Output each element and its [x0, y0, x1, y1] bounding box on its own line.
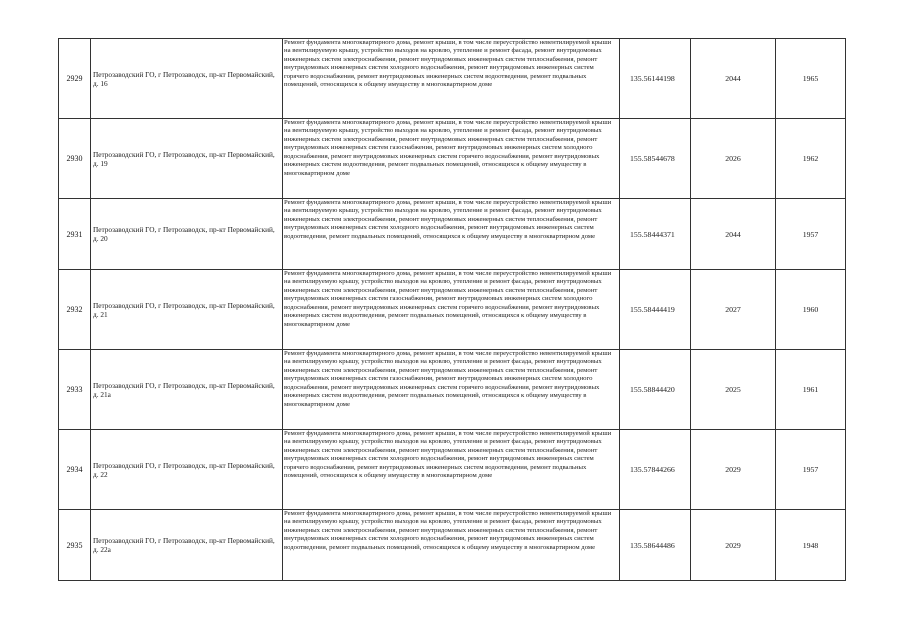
- cadastral-cell: 135.56144198: [620, 39, 691, 119]
- works-cell: [283, 270, 620, 350]
- planned-year-cell: 2044: [691, 39, 776, 119]
- built-year-cell: 1960: [776, 270, 846, 350]
- works-text: Ремонт фундамента многоквартирного дома, ремонт крыши, в том числе переустройство невентилируемой крыши на вентилируемую крышу, устройство выходов на кровлю, утепление и ремонт фасада, ремонт внутридомовых инженерных систем электроснабжения, ремонт внутридомовых инженерных систем теплоснабжения, ремонт внутридомовых инженерных систем холодного водоснабжения, ремонт внутридомовых инженерных систем горячего водоснабжения, ремонт внутридомовых инженерных систем водоотведения, ремонт подвальных помещений, относящихся к общему имуществу в многоквартирном доме: [284, 39, 612, 89]
- planned-year-cell: 2026: [691, 119, 776, 199]
- table-row: [59, 199, 846, 270]
- row-number: 2935: [59, 510, 91, 581]
- row-number: 2932: [59, 270, 91, 350]
- address-cell: Петрозаводский ГО, г Петрозаводск, пр-кт Первомайский, д. 21а: [91, 350, 283, 430]
- works-text: Ремонт фундамента многоквартирного дома, ремонт крыши, в том числе переустройство невентилируемой крыши на вентилируемую крышу, устройство выходов на кровлю, утепление и ремонт фасада, ремонт внутридомовых инженерных систем электроснабжения, ремонт внутридомовых инженерных систем теплоснабжения, ремонт внутридомовых инженерных систем холодного водоснабжения, ремонт внутридомовых инженерных систем горячего водоснабжения, ремонт внутридомовых инженерных систем водоотведения, ремонт подвальных помещений, относящихся к общему имуществу в многоквартирном доме: [284, 430, 612, 480]
- built-year-cell: 1957: [776, 199, 846, 270]
- cadastral-cell: 135.58644486: [620, 510, 691, 581]
- row-number: 2931: [59, 199, 91, 270]
- address-cell: Петрозаводский ГО, г Петрозаводск, пр-кт Первомайский, д. 22: [91, 430, 283, 510]
- built-year-cell: 1962: [776, 119, 846, 199]
- works-text: Ремонт фундамента многоквартирного дома, ремонт крыши, в том числе переустройство невентилируемой крыши на вентилируемую крышу, устройство выходов на кровлю, утепление и ремонт фасада, ремонт внутридомовых инженерных систем электроснабжения, ремонт внутридомовых инженерных систем теплоснабжения, ремонт внутридомовых инженерных систем холодного водоснабжения, ремонт внутридомовых инженерных систем водоотведения, ремонт подвальных помещений, относящихся к общему имуществу в многоквартирном доме: [284, 199, 612, 240]
- address-cell: Петрозаводский ГО, г Петрозаводск, пр-кт Первомайский, д. 20: [91, 199, 283, 270]
- works-text: Ремонт фундамента многоквартирного дома, ремонт крыши, в том числе переустройство невентилируемой крыши на вентилируемую крышу, устройство выходов на кровлю, утепление и ремонт фасада, ремонт внутридомовых инженерных систем электроснабжения, ремонт внутридомовых инженерных систем теплоснабжения, ремонт внутридомовых инженерных систем газоснабжения, ремонт внутридомовых инженерных систем холодного водоснабжения, ремонт внутридомовых инженерных систем горячего водоснабжения, ремонт внутридомовых инженерных систем водоотведения, ремонт подвальных помещений, относящихся к общему имуществу в многоквартирном доме: [284, 119, 612, 177]
- works-cell: [283, 430, 620, 510]
- built-year-cell: 1961: [776, 350, 846, 430]
- cadastral-cell: 135.57844266: [620, 430, 691, 510]
- table-row: [59, 350, 846, 430]
- planned-year-cell: 2044: [691, 199, 776, 270]
- built-year-cell: 1965: [776, 39, 846, 119]
- planned-year-cell: 2027: [691, 270, 776, 350]
- table-row: [59, 39, 846, 119]
- cadastral-cell: 155.58444419: [620, 270, 691, 350]
- planned-year-cell: 2025: [691, 350, 776, 430]
- built-year-cell: 1957: [776, 430, 846, 510]
- row-number: 2934: [59, 430, 91, 510]
- table-row: [59, 119, 846, 199]
- table-row: [59, 270, 846, 350]
- works-cell: [283, 510, 620, 581]
- address-cell: Петрозаводский ГО, г Петрозаводск, пр-кт Первомайский, д. 19: [91, 119, 283, 199]
- built-year-cell: 1948: [776, 510, 846, 581]
- row-number: 2929: [59, 39, 91, 119]
- cadastral-cell: 155.58444371: [620, 199, 691, 270]
- cadastral-cell: 155.58544678: [620, 119, 691, 199]
- address-cell: Петрозаводский ГО, г Петрозаводск, пр-кт Первомайский, д. 21: [91, 270, 283, 350]
- works-cell: [283, 39, 620, 119]
- planned-year-cell: 2029: [691, 510, 776, 581]
- cadastral-cell: 155.58844420: [620, 350, 691, 430]
- planned-year-cell: 2029: [691, 430, 776, 510]
- address-cell: Петрозаводский ГО, г Петрозаводск, пр-кт Первомайский, д. 22а: [91, 510, 283, 581]
- row-number: 2933: [59, 350, 91, 430]
- works-text: Ремонт фундамента многоквартирного дома, ремонт крыши, в том числе переустройство невентилируемой крыши на вентилируемую крышу, устройство выходов на кровлю, утепление и ремонт фасада, ремонт внутридомовых инженерных систем электроснабжения, ремонт внутридомовых инженерных систем теплоснабжения, ремонт внутридомовых инженерных систем газоснабжения, ремонт внутридомовых инженерных систем холодного водоснабжения, ремонт внутридомовых инженерных систем горячего водоснабжения, ремонт внутридомовых инженерных систем водоотведения, ремонт подвальных помещений, относящихся к общему имуществу в многоквартирном доме: [284, 270, 612, 328]
- works-cell: [283, 119, 620, 199]
- works-text: Ремонт фундамента многоквартирного дома, ремонт крыши, в том числе переустройство невентилируемой крыши на вентилируемую крышу, устройство выходов на кровлю, утепление и ремонт фасада, ремонт внутридомовых инженерных систем электроснабжения, ремонт внутридомовых инженерных систем теплоснабжения, ремонт внутридомовых инженерных систем газоснабжения, ремонт внутридомовых инженерных систем холодного водоснабжения, ремонт внутридомовых инженерных систем горячего водоснабжения, ремонт внутридомовых инженерных систем водоотведения, ремонт подвальных помещений, относящихся к общему имуществу в многоквартирном доме: [284, 350, 612, 408]
- row-number: 2930: [59, 119, 91, 199]
- registry-table: [58, 38, 846, 581]
- works-text: Ремонт фундамента многоквартирного дома, ремонт крыши, в том числе переустройство невентилируемой крыши на вентилируемую крышу, устройство выходов на кровлю, утепление и ремонт фасада, ремонт внутридомовых инженерных систем электроснабжения, ремонт внутридомовых инженерных систем теплоснабжения, ремонт внутридомовых инженерных систем холодного водоснабжения, ремонт внутридомовых инженерных систем водоотведения, ремонт подвальных помещений, относящихся к общему имуществу в многоквартирном доме: [284, 510, 612, 551]
- works-cell: [283, 199, 620, 270]
- works-cell: [283, 350, 620, 430]
- address-cell: Петрозаводский ГО, г Петрозаводск, пр-кт Первомайский, д. 16: [91, 39, 283, 119]
- table-row: [59, 430, 846, 510]
- table-row: [59, 510, 846, 581]
